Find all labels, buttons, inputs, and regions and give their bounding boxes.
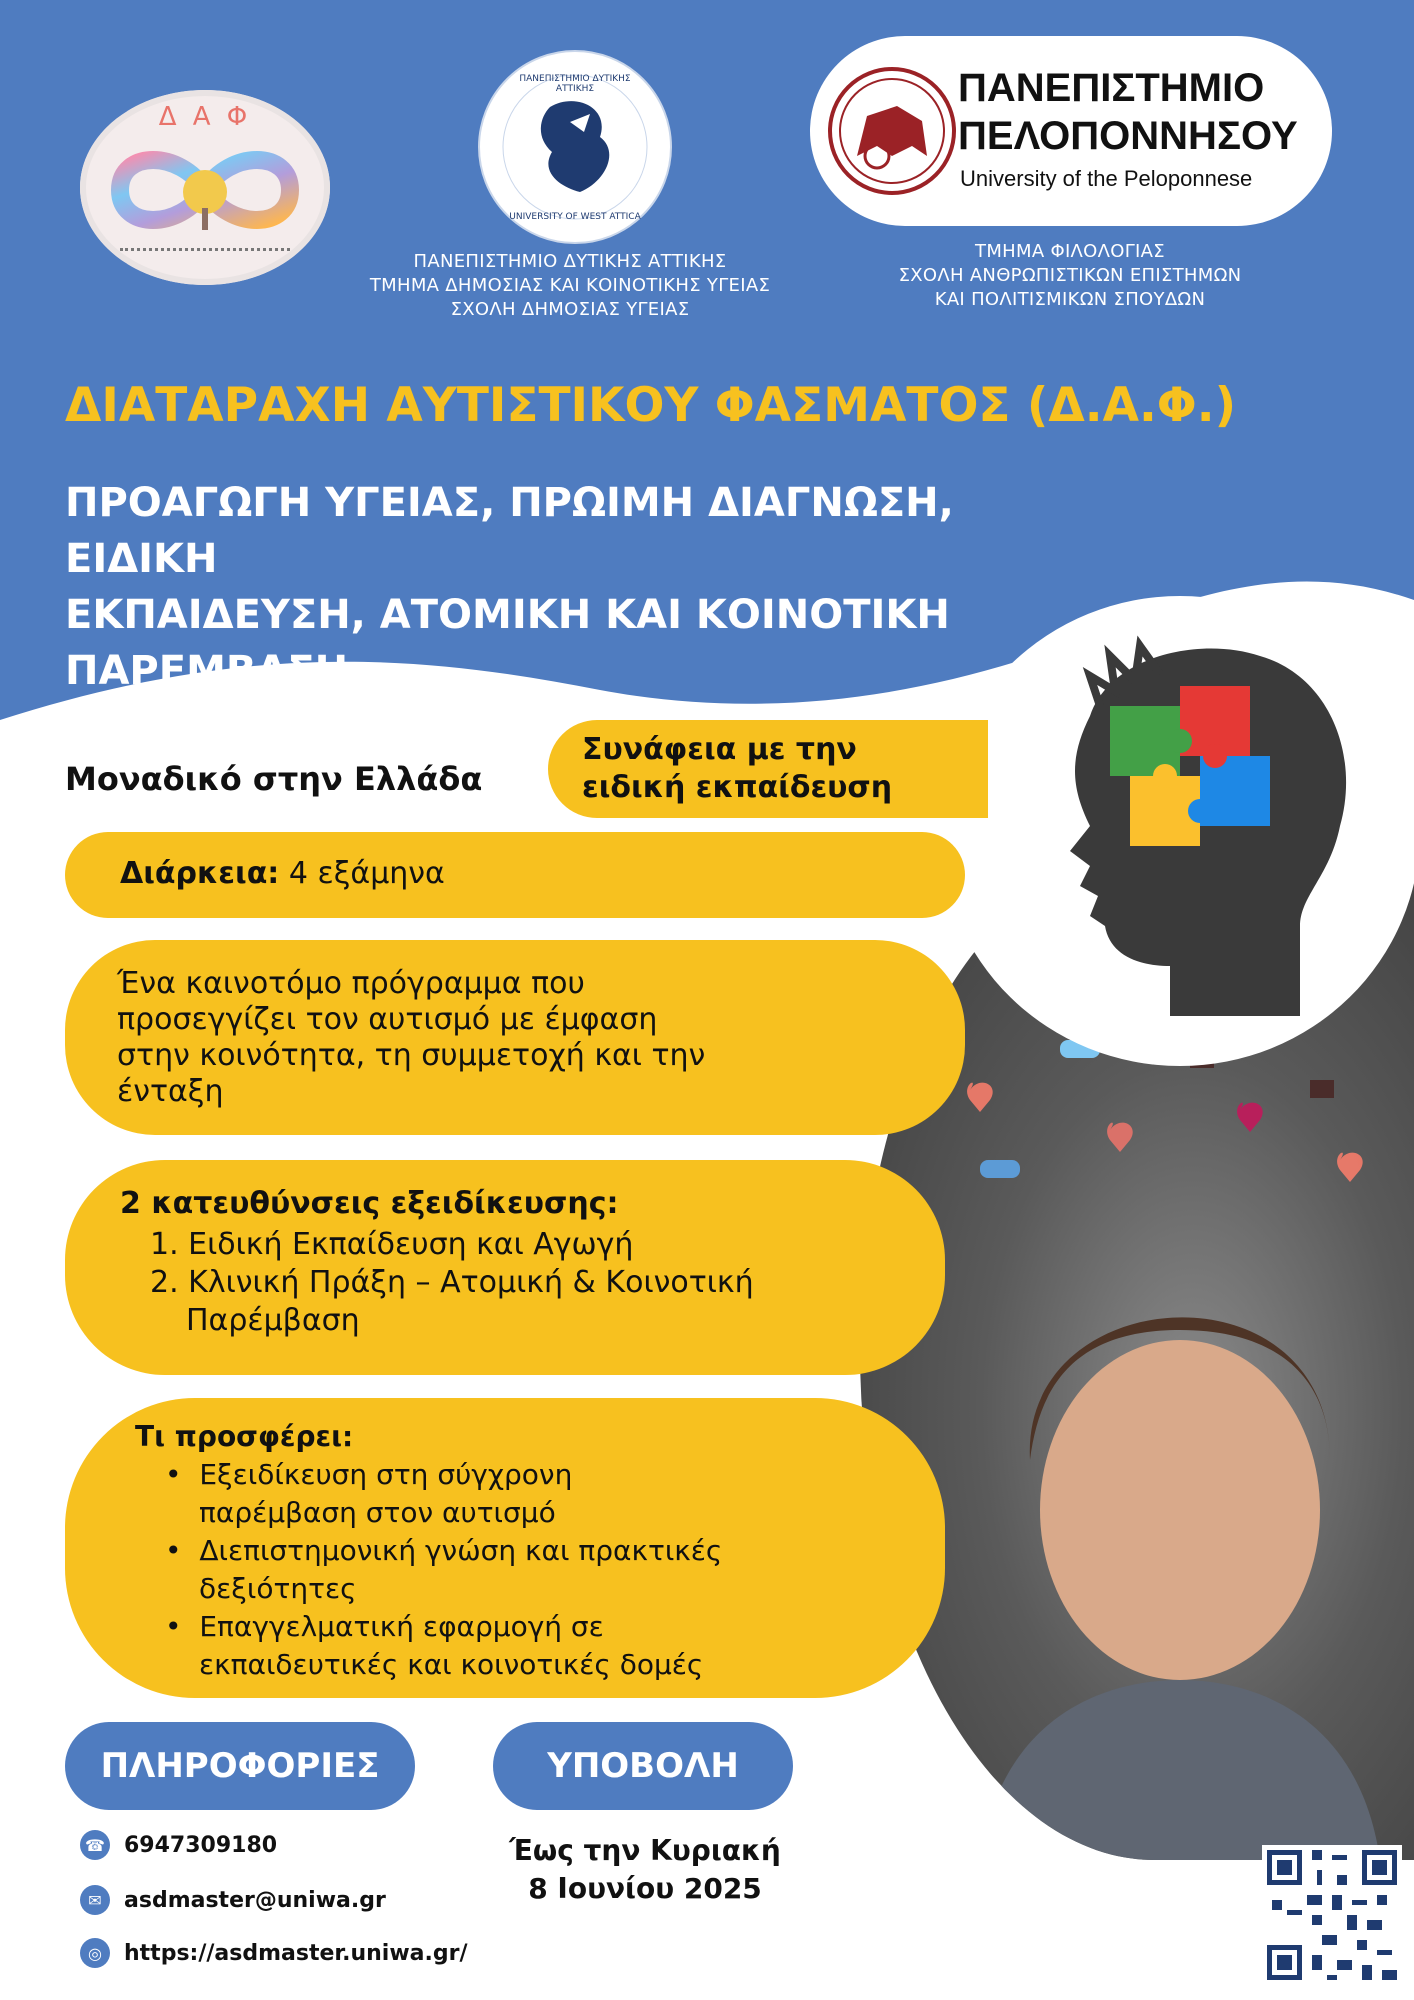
daf-logo: [80, 90, 330, 285]
email-address[interactable]: asdmaster@uniwa.gr: [124, 1887, 386, 1913]
qr-code[interactable]: [1262, 1845, 1402, 1985]
duration-label: Διάρκεια:: [120, 856, 280, 891]
uniwa-ring-top: ΠΑΝΕΠΙΣΤΗΜΙΟ ΔΥΤΙΚΗΣ ΑΤΤΙΚΗΣ: [519, 74, 631, 94]
uop-dept-line2: ΣΧΟΛΗ ΑΝΘΡΩΠΙΣΤΙΚΩΝ ΕΠΙΣΤΗΜΩΝ: [898, 265, 1242, 286]
specialization-item-2-text: Κλινική Πράξη – Ατομική & Κοινοτική: [188, 1265, 754, 1300]
info-button[interactable]: ΠΛΗΡΟΦΟΡΙΕΣ: [65, 1722, 415, 1810]
offer-item-1-cont: παρέμβαση στον αυτισμό: [199, 1496, 556, 1529]
offer-item-3-cont: εκπαιδευτικές και κοινοτικές δομές: [199, 1648, 704, 1681]
submit-button[interactable]: ΥΠΟΒΟΛΗ: [493, 1722, 793, 1810]
offers-pill: [65, 1398, 945, 1698]
offer-item-2: • Διεπιστημονική γνώση και πρακτικές: [165, 1534, 723, 1567]
offers-heading: Τι προσφέρει:: [135, 1420, 354, 1453]
puzzle-head-icon: [940, 596, 1414, 1066]
offer-item-3-text: Επαγγελματική εφαρμογή σε: [199, 1610, 604, 1643]
page-subtitle: [65, 475, 1065, 699]
uniwa-logo: [478, 50, 672, 244]
specialization-item-1-text: Ειδική Εκπαίδευση και Αγωγή: [188, 1227, 634, 1262]
duration-text: [120, 856, 445, 892]
offers-list: [165, 1456, 722, 1684]
specialization-item-2-cont: Παρέμβαση: [186, 1303, 360, 1338]
contact-email[interactable]: [80, 1885, 386, 1915]
daf-letters: Δ Α Φ: [158, 102, 252, 132]
phone-number[interactable]: 6947309180: [124, 1832, 278, 1858]
mail-icon: ✉: [80, 1885, 110, 1915]
deadline-line2: 8 Ιουνίου 2025: [528, 1872, 762, 1905]
description-text: [117, 966, 705, 1110]
website-url[interactable]: https://asdmaster.uniwa.gr/: [124, 1940, 468, 1966]
subtitle-line1: ΠΡΟΑΓΩΓΗ ΥΓΕΙΑΣ, ΠΡΩΙΜΗ ΔΙΑΓΝΩΣΗ, ΕΙΔΙΚΗ: [65, 480, 954, 582]
phone-icon: ☎: [80, 1830, 110, 1860]
description-line3: στην κοινότητα, τη συμμετοχή και την: [117, 1038, 706, 1073]
deadline: [440, 1832, 850, 1908]
uop-dept-line3: ΚΑΙ ΠΟΛΙΤΙΣΜΙΚΩΝ ΣΠΟΥΔΩΝ: [934, 289, 1206, 310]
offer-item-1: • Εξειδίκευση στη σύγχρονη: [165, 1458, 573, 1491]
relevance-line1: Συνάφεια με την: [582, 732, 857, 767]
contact-phone[interactable]: [80, 1830, 277, 1860]
duration-value: 4 εξάμηνα: [288, 856, 445, 891]
uop-seal-icon: [822, 61, 962, 201]
offer-item-2-text: Διεπιστημονική γνώση και πρακτικές: [199, 1534, 723, 1567]
uop-department: [830, 240, 1310, 312]
offer-item-1-text: Εξειδίκευση στη σύγχρονη: [199, 1458, 573, 1491]
subtitle-line2: ΕΚΠΑΙΔΕΥΣΗ, ΑΤΟΜΙΚΗ ΚΑΙ ΚΟΙΝΟΤΙΚΗ: [65, 592, 950, 638]
description-line2: προσεγγίζει τον αυτισμό με έμφαση: [117, 1002, 658, 1037]
specializations-list: [150, 1226, 754, 1340]
specialization-item-1: 1. Ειδική Εκπαίδευση και Αγωγή: [150, 1227, 634, 1262]
uop-dept-line1: ΤΜΗΜΑ ΦΙΛΟΛΟΓΙΑΣ: [975, 241, 1165, 262]
description-line1: Ένα καινοτόμο πρόγραμμα που: [117, 966, 585, 1001]
description-line4: ένταξη: [117, 1074, 224, 1109]
infinity-icon: [100, 130, 310, 250]
contact-website[interactable]: [80, 1938, 468, 1968]
uop-name-line3: University of the Peloponnese: [960, 166, 1253, 191]
uop-logo: [810, 36, 1332, 226]
deadline-line1: Έως την Κυριακή: [509, 1834, 781, 1867]
uniwa-department: [320, 250, 820, 322]
unique-in-greece: Μοναδικό στην Ελλάδα: [65, 760, 483, 798]
duration-pill: [65, 832, 965, 918]
specializations-heading: 2 κατευθύνσεις εξειδίκευσης:: [120, 1186, 619, 1221]
offer-item-3: • Επαγγελματική εφαρμογή σε: [165, 1610, 604, 1643]
description-pill: [65, 940, 965, 1135]
uniwa-ring-bottom: UNIVERSITY OF WEST ATTICA: [509, 212, 641, 222]
uniwa-dept-line2: ΤΜΗΜΑ ΔΗΜΟΣΙΑΣ ΚΑΙ ΚΟΙΝΟΤΙΚΗΣ ΥΓΕΙΑΣ: [369, 275, 771, 296]
specializations-pill: [65, 1160, 945, 1375]
relevance-badge: [548, 720, 988, 818]
subtitle-line3: ΠΑΡΕΜΒΑΣΗ: [65, 648, 349, 694]
people-row: [120, 248, 290, 261]
specialization-item-2: 2. Κλινική Πράξη – Ατομική & Κοινοτική: [150, 1265, 754, 1300]
uop-name-line1: ΠΑΝΕΠΙΣΤΗΜΙΟ: [958, 66, 1265, 110]
globe-icon: ◎: [80, 1938, 110, 1968]
uniwa-dept-line3: ΣΧΟΛΗ ΔΗΜΟΣΙΑΣ ΥΓΕΙΑΣ: [450, 299, 690, 320]
page-title: ΔΙΑΤΑΡΑΧΗ ΑΥΤΙΣΤΙΚΟΥ ΦΑΣΜΑΤΟΣ (Δ.Α.Φ.): [65, 378, 1237, 433]
uop-name-line2: ΠΕΛΟΠΟΝΝΗΣΟΥ: [958, 114, 1298, 158]
relevance-line2: ειδική εκπαίδευση: [582, 770, 893, 805]
head-silhouette-circle: [940, 596, 1414, 1066]
offer-item-2-cont: δεξιότητες: [199, 1572, 357, 1605]
uniwa-dept-line1: ΠΑΝΕΠΙΣΤΗΜΙΟ ΔΥΤΙΚΗΣ ΑΤΤΙΚΗΣ: [413, 251, 727, 272]
